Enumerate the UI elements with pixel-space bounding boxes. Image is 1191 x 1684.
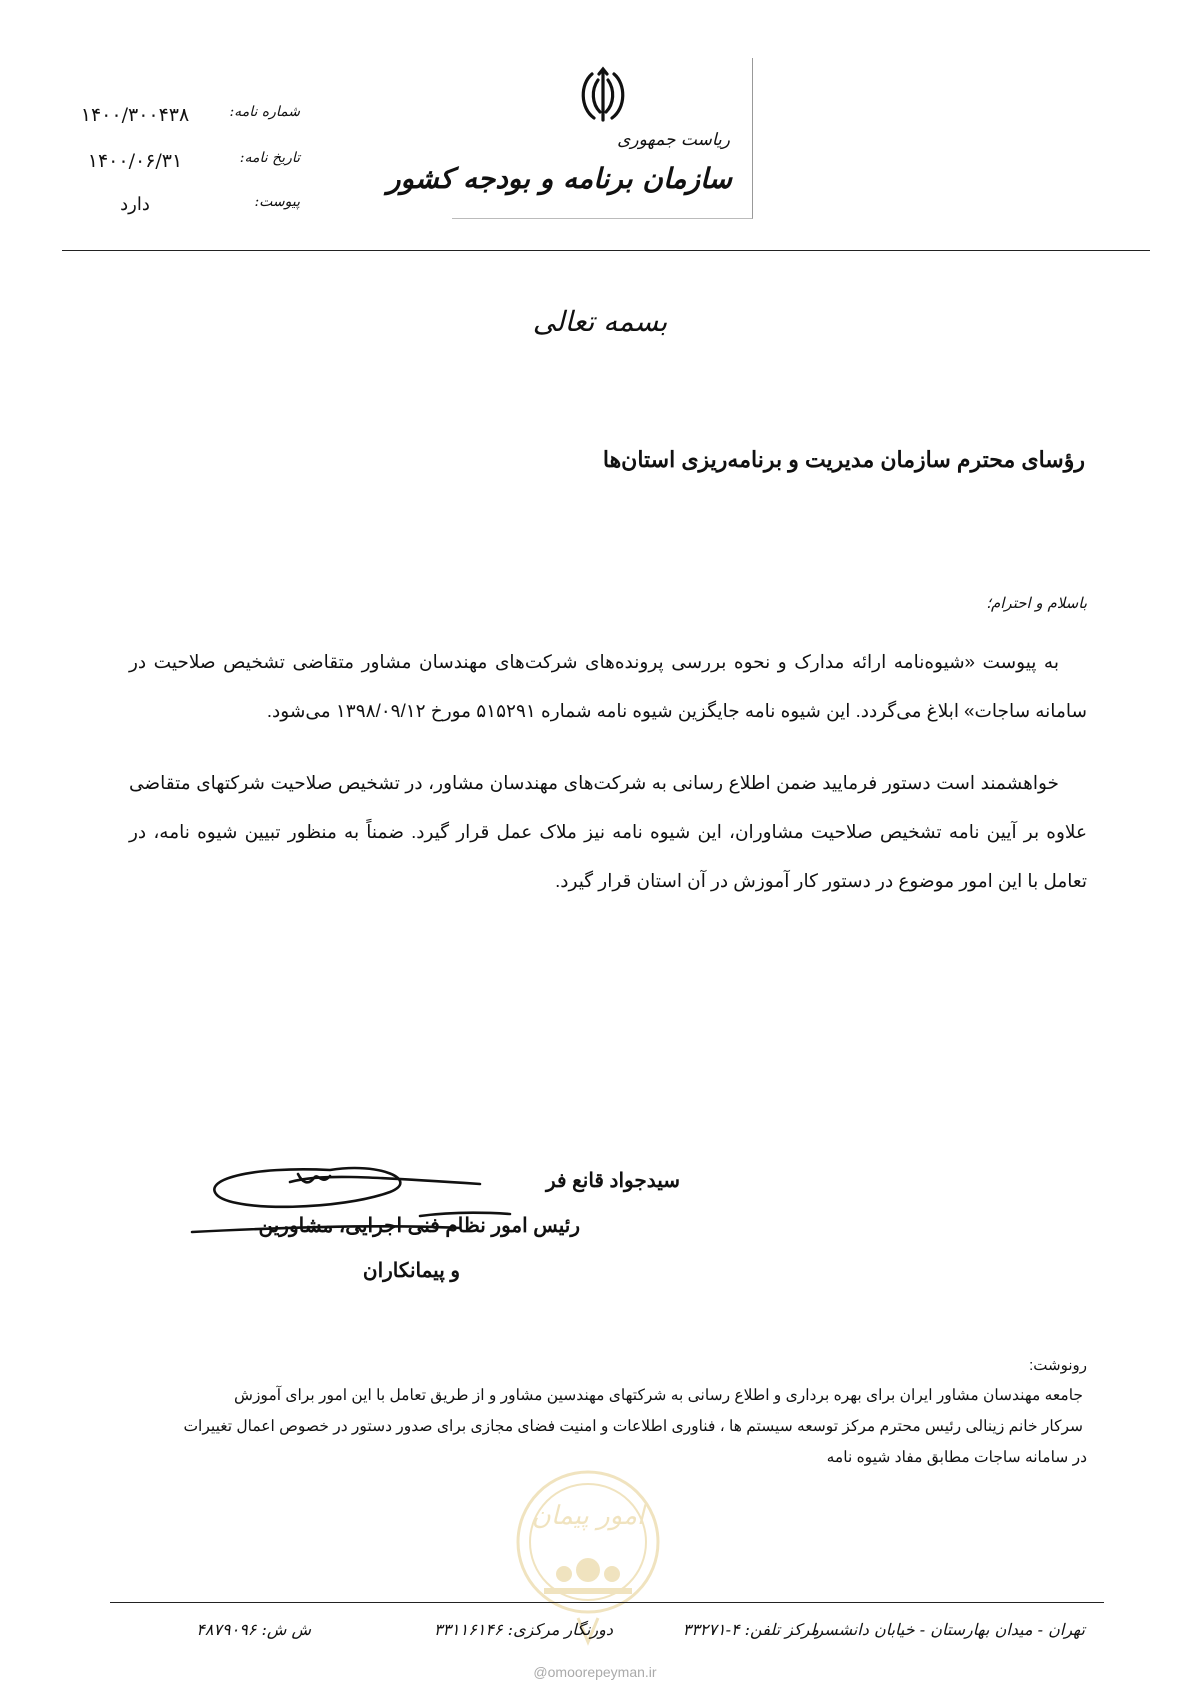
- greeting: باسلام و احترام؛: [986, 594, 1087, 612]
- footer-divider: [110, 1602, 1104, 1603]
- footer-fax: دورنگار مرکزی: ۳۳۱۱۶۱۴۶: [433, 1620, 613, 1639]
- attachment-value: دارد: [120, 194, 150, 214]
- watermark-url: @omoorepeyman.ir: [533, 1664, 657, 1680]
- footer-address: تهران - میدان بهارستان - خیابان دانشسرا: [811, 1620, 1085, 1639]
- signer-name: سیدجواد قانع فر: [545, 1170, 680, 1192]
- letter-date-row: [40, 150, 300, 180]
- handwritten-signature: [180, 1152, 540, 1244]
- header-divider: [62, 250, 1150, 251]
- cc-line-3: در سامانه ساجات مطابق مفاد شیوه نامه: [826, 1449, 1087, 1466]
- body-paragraph-2: خواهشمند است دستور فرمایید ضمن اطلاع رسانی به شرکت‌های مهندسان مشاور، در تشخیص صلاحیت شرکتهای متقاضی علاوه بر آیین نامه تشخیص صلاحیت مشاوران، این شیوه نامه نیز ملاک عمل قرار گیرد. ضمناً به منظور تبیین شیوه نامه، در تعامل با این امور موضوع در دستور کار آموزش در آن استان قرار گیرد.: [129, 772, 1087, 891]
- letter-number-label: شماره نامه:: [229, 104, 300, 120]
- signer-title-line-1: رئیس امور نظام فنی اجرایی، مشاورین: [258, 1215, 580, 1237]
- signer-title-line-2: و پیمانکاران: [362, 1260, 460, 1282]
- recipient: رؤسای محترم سازمان مدیریت و برنامه‌ریزی استان‌ها: [602, 447, 1085, 472]
- organization-name: سازمان برنامه و بودجه کشور: [386, 162, 732, 195]
- watermark-text: امور پیمان: [531, 1501, 645, 1531]
- cc-line-2: سرکار خانم زینالی رئیس محترم مرکز توسعه سیستم ها ، فناوری اطلاعات و امنیت فضای مجازی برای صدور دستور در خصوص اعمال تغییرات: [183, 1418, 1083, 1435]
- letter-date-label: تاریخ نامه:: [239, 150, 300, 166]
- presidency-label: ریاست جمهوری: [617, 130, 730, 150]
- iran-emblem-icon: [572, 66, 634, 128]
- footer-national-id: ش ش: ۴۸۷۹۰۹۶: [196, 1620, 311, 1639]
- body-paragraph-1: به پیوست «شیوه‌نامه ارائه مدارک و نحوه بررسی پرونده‌های شرکت‌های مهندسان مشاور متقاضی تشخیص صلاحیت در سامانه ساجات» ابلاغ می‌گردد. این شیوه نامه جایگزین شیوه نامه شماره ۵۱۵۲۹۱ مورخ ۱۳۹۸/۰۹/۱۲ می‌شود.: [129, 651, 1087, 721]
- letter-number-row: [40, 104, 300, 134]
- letter-number: ۱۴۰۰/۳۰۰۴۳۸: [80, 104, 190, 126]
- attachment-label: پیوست:: [254, 194, 300, 210]
- cc-line-1: جامعه مهندسان مشاور ایران برای بهره برداری و اطلاع رسانی به شرکتهای مهندسین مشاور و از طریق تعامل با این امور برای آموزش: [234, 1387, 1083, 1404]
- cc-label: رونوشت:: [1029, 1357, 1087, 1374]
- footer-phone: مرکز تلفن: ۴-۳۳۲۷۱: [682, 1620, 819, 1639]
- letter-date: ۱۴۰۰/۰۶/۳۱: [87, 150, 183, 172]
- attachment-row: [40, 194, 300, 224]
- basmala: بسمه تعالی: [532, 305, 668, 338]
